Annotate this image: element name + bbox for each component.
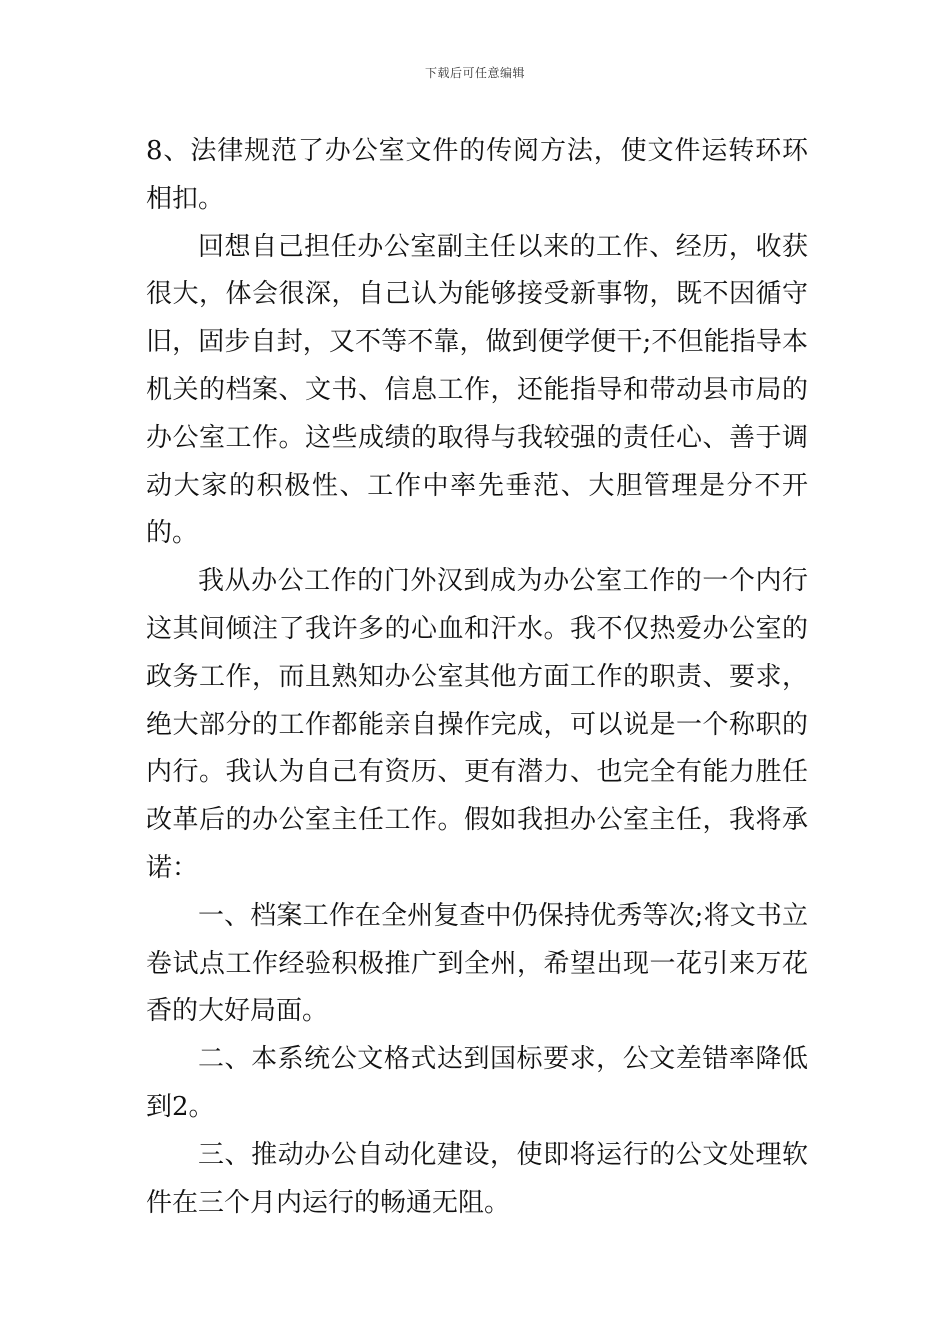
paragraph-1: 8、法律规范了办公室文件的传阅方法，使文件运转环环相扣。 bbox=[146, 136, 808, 214]
document-body bbox=[146, 128, 808, 1227]
paragraph-5: 二、本系统公文格式达到国标要求，公文差错率降低到2。 bbox=[146, 1044, 808, 1122]
paragraph-3: 我从办公工作的门外汉到成为办公室工作的一个内行这其间倾注了我许多的心血和汗水。我不仅热爱办公室的政务工作，而且熟知办公室其他方面工作的职责、要求，绝大部分的工作都能亲自操作完成，可以说是一个称职的内行。我认为自己有资历、更有潜力、也完全有能力胜任改革后的办公室主任工作。假如我担办公室主任，我将承诺： bbox=[146, 566, 808, 883]
paragraph-4: 一、档案工作在全州复查中仍保持优秀等次;将文书立卷试点工作经验积极推广到全州，希望出现一花引来万花香的大好局面。 bbox=[146, 900, 808, 1027]
paragraph-6: 三、推动办公自动化建设，使即将运行的公文处理软件在三个月内运行的畅通无阻。 bbox=[146, 1139, 808, 1218]
page-header: 下载后可任意编辑 bbox=[424, 66, 525, 80]
paragraph-2: 回想自己担任办公室副主任以来的工作、经历，收获很大，体会很深，自己认为能够接受新事物，既不因循守旧，固步自封，又不等不靠，做到便学便干;不但能指导本机关的档案、文书、信息工作，还能指导和带动县市局的办公室工作。这些成绩的取得与我较强的责任心、善于调动大家的积极性、工作中率先垂范、大胆管理是分不开的。 bbox=[146, 231, 808, 549]
